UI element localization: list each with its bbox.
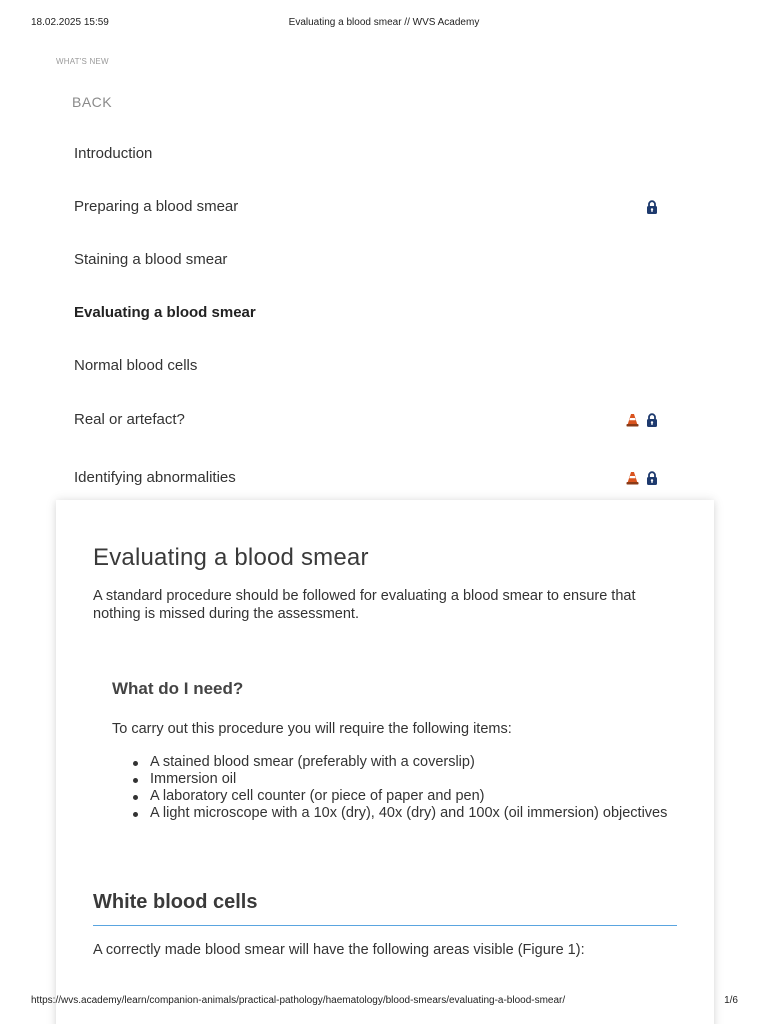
list-item: A light microscope with a 10x (dry), 40x (dry) and 100x (oil immersion) objectives bbox=[131, 805, 671, 822]
nav-item-label: Normal blood cells bbox=[74, 357, 198, 374]
nav-item-label: Staining a blood smear bbox=[74, 251, 228, 268]
print-footer bbox=[0, 995, 768, 1009]
nav-item-label: Identifying abnormalities bbox=[74, 469, 236, 486]
list-item: A laboratory cell counter (or piece of paper and pen) bbox=[131, 788, 671, 805]
lock-icon bbox=[646, 200, 658, 214]
print-page-number: 1/6 bbox=[724, 995, 738, 1006]
section-divider bbox=[93, 925, 677, 926]
list-item: Immersion oil bbox=[131, 771, 671, 788]
print-header bbox=[0, 17, 768, 31]
nav-item-introduction[interactable] bbox=[74, 145, 664, 169]
white-blood-cells-text: A correctly made blood smear will have the following areas visible (Figure 1): bbox=[93, 942, 585, 958]
lesson-content-card bbox=[56, 500, 714, 1024]
print-datetime: 18.02.2025 15:59 bbox=[31, 17, 109, 28]
nav-item-label: Evaluating a blood smear bbox=[74, 304, 256, 321]
nav-item-preparing[interactable] bbox=[74, 198, 664, 222]
lesson-title: Evaluating a blood smear bbox=[93, 544, 369, 571]
nav-item-staining[interactable] bbox=[74, 251, 664, 275]
nav-item-normal-cells[interactable] bbox=[74, 357, 664, 381]
lesson-intro: A standard procedure should be followed for evaluating a blood smear to ensure that nothing is missed during the assessment. bbox=[93, 588, 636, 622]
nav-item-label: Real or artefact? bbox=[74, 411, 185, 428]
nav-item-real-or-artefact[interactable] bbox=[74, 411, 664, 435]
print-page-title: Evaluating a blood smear // WVS Academy bbox=[288, 17, 480, 28]
traffic-cone-icon bbox=[626, 471, 639, 485]
list-item: A stained blood smear (preferably with a coverslip) bbox=[131, 754, 671, 771]
what-do-i-need-intro: To carry out this procedure you will require the following items: bbox=[112, 721, 512, 737]
traffic-cone-icon bbox=[626, 413, 639, 427]
required-items-list bbox=[131, 754, 671, 822]
white-blood-cells-heading: White blood cells bbox=[93, 891, 258, 913]
whats-new-link[interactable]: WHAT'S NEW bbox=[56, 57, 109, 66]
nav-item-label: Introduction bbox=[74, 145, 153, 162]
lock-icon bbox=[646, 413, 658, 427]
nav-item-label: Preparing a blood smear bbox=[74, 198, 239, 215]
nav-item-evaluating[interactable] bbox=[74, 304, 664, 328]
print-url: https://wvs.academy/learn/companion-animals/practical-pathology/haematology/blood-smears/evaluating-a-blood-smear/ bbox=[31, 995, 566, 1006]
what-do-i-need-heading: What do I need? bbox=[112, 679, 244, 698]
lock-icon bbox=[646, 471, 658, 485]
back-button[interactable]: BACK bbox=[72, 94, 113, 110]
nav-item-abnormalities[interactable] bbox=[74, 469, 664, 493]
